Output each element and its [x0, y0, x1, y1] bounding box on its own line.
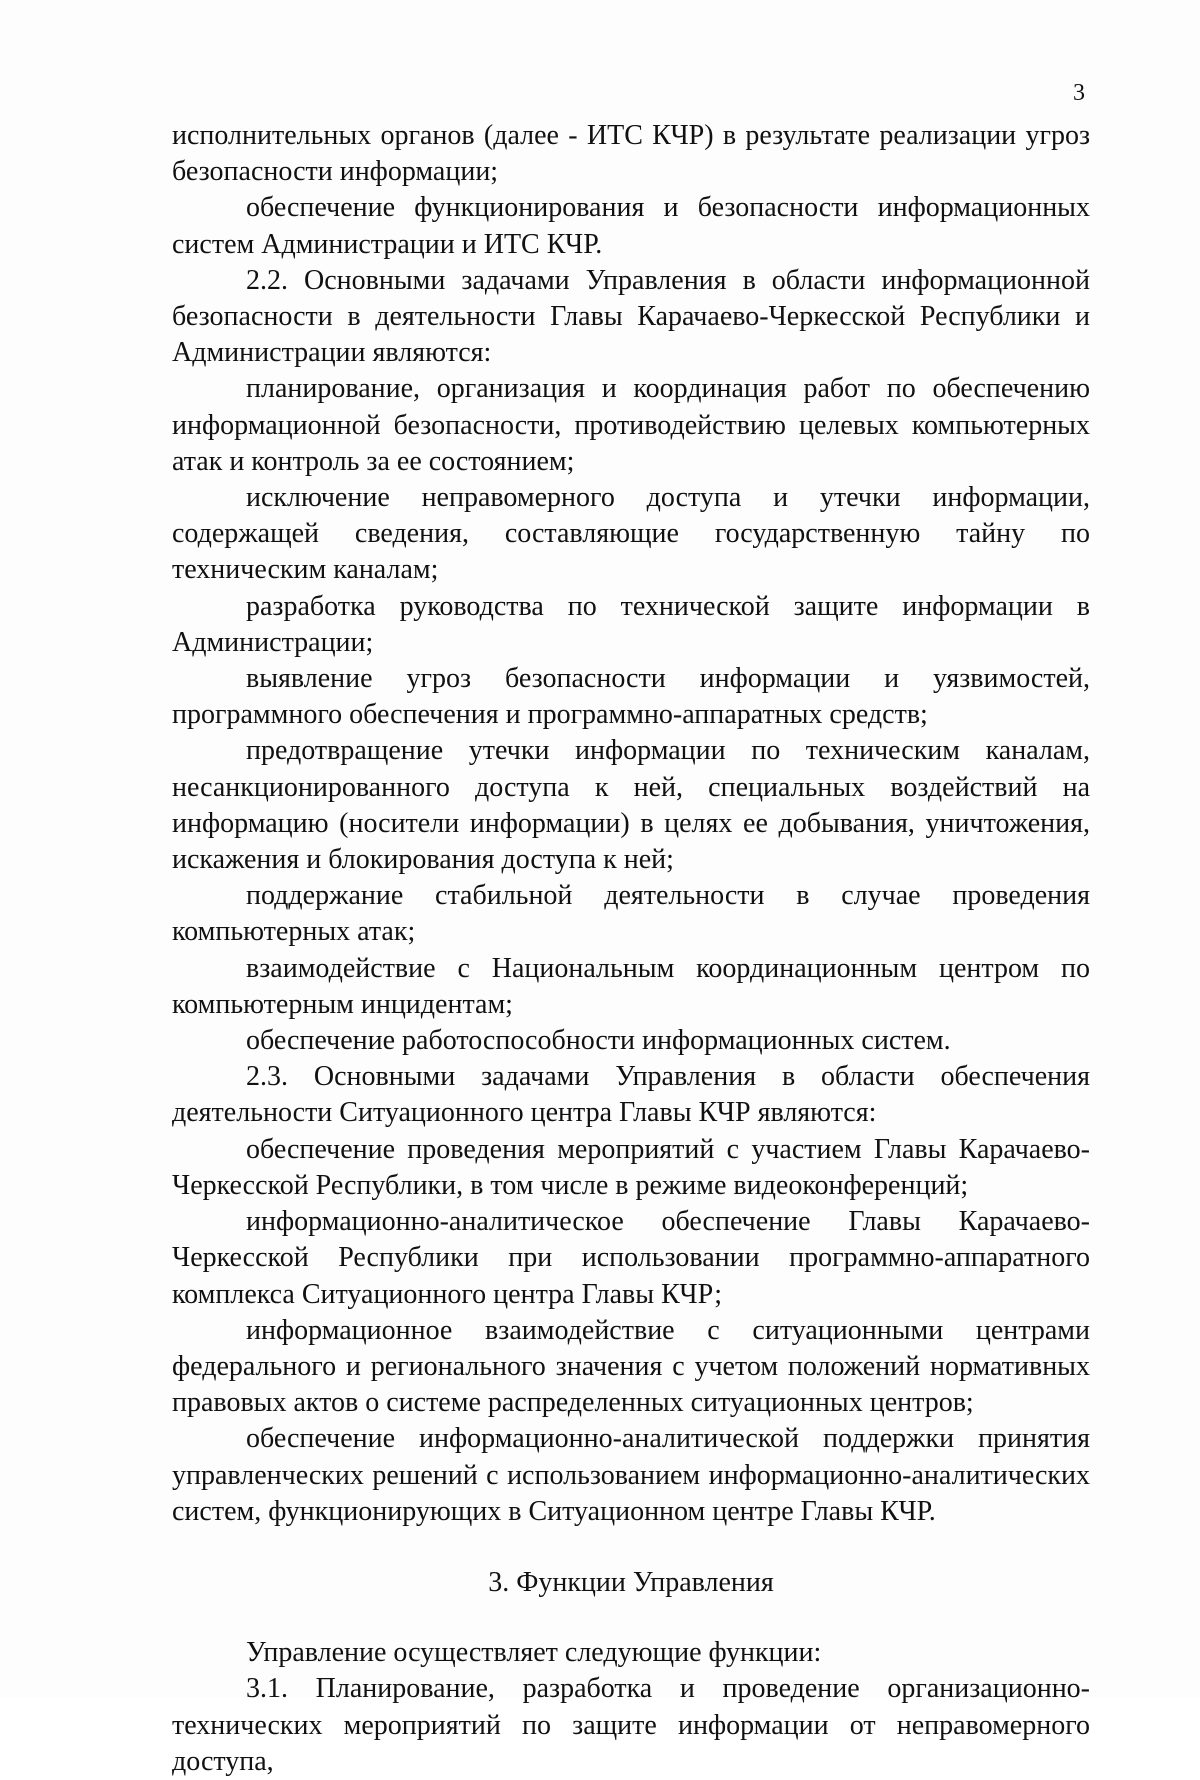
paragraph-2-3: 2.3. Основными задачами Управления в области обеспечения деятельности Ситуационного центра Главы КЧР являются:	[172, 1061, 1090, 1129]
paragraph: информационное взаимодействие с ситуационными центрами федерального и регионального значения с учетом положений нормативных правовых актов о системе распределенных ситуационных центров;	[172, 1314, 1090, 1419]
paragraph: Управление осуществляет следующие функции:	[246, 1637, 822, 1669]
paragraph: обеспечение работоспособности информационных систем.	[246, 1025, 951, 1057]
document-body	[172, 118, 1090, 1780]
paragraph: предотвращение утечки информации по техническим каналам, несанкционированного доступа к ней, специальных воздействий на информацию (носители информации) в целях ее добывания, уничтожения, искажения и блокирования доступа к ней;	[172, 735, 1090, 876]
paragraph-2-2: 2.2. Основными задачами Управления в области информационной безопасности в деятельности Главы Карачаево-Черкесской Республики и Администрации являются:	[172, 264, 1090, 369]
paragraph: информационно-аналитическое обеспечение Главы Карачаево-Черкесской Республики при использовании программно-аппаратного комплекса Ситуационного центра Главы КЧР;	[172, 1206, 1090, 1310]
paragraph-continuation: исполнительных органов (далее - ИТС КЧР) в результате реализации угроз безопасности информации;	[172, 120, 1090, 188]
paragraph: исключение неправомерного доступа и утечки информации, содержащей сведения, составляющие государственную тайну по техническим каналам;	[172, 482, 1090, 586]
paragraph: выявление угроз безопасности информации и уязвимостей, программного обеспечения и программно-аппаратных средств;	[172, 663, 1090, 731]
paragraph: обеспечение информационно-аналитической поддержки принятия управленческих решений с использованием информационно-аналитических систем, функционирующих в Ситуационном центре Главы КЧР.	[172, 1423, 1090, 1527]
paragraph: планирование, организация и координация работ по обеспечению информационной безопасности, противодействию целевых компьютерных атак и контроль за ее состоянием;	[172, 373, 1090, 477]
paragraph: разработка руководства по технической защите информации в Администрации;	[172, 590, 1090, 658]
paragraph: взаимодействие с Национальным координационным центром по компьютерным инцидентам;	[172, 952, 1090, 1020]
section-heading: 3. Функции Управления	[488, 1566, 774, 1598]
paragraph: поддержание стабильной деятельности в случае проведения компьютерных атак;	[172, 880, 1090, 948]
paragraph: обеспечение функционирования и безопасности информационных систем Администрации и ИТС КЧР.	[172, 192, 1090, 260]
page-number: 3	[1073, 80, 1085, 106]
paragraph-3-1: 3.1. Планирование, разработка и проведение организационно-технических мероприятий по защите информации от неправомерного доступа,	[172, 1673, 1090, 1777]
paragraph: обеспечение проведения мероприятий с участием Главы Карачаево-Черкесской Республики, в том числе в режиме видеоконференций;	[172, 1133, 1090, 1201]
